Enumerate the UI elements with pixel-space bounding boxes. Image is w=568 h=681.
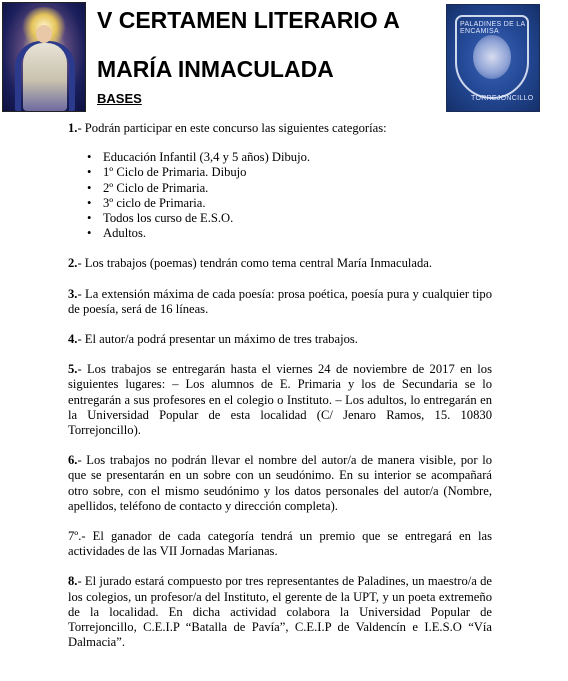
rule-6: 6.- Los trabajos no podrán llevar el nombre del autor/a de manera visible, por lo que se presentarán en un sobre con un seudónimo. En su interior se acompañará otro sobre, con el mismo seudónimo y los datos personales del autor/a (Nombre, apellidos, teléfono de contacto y dirección completa). — [68, 453, 492, 513]
virgin-mary-image — [2, 2, 86, 112]
category-item: • Educación Infantil (3,4 y 5 años) Dibujo. — [103, 150, 492, 165]
bases-heading: BASES — [97, 91, 142, 106]
category-item: • 2º Ciclo de Primaria. — [103, 181, 492, 196]
title-line-1: V CERTAMEN LITERARIO A — [97, 7, 400, 33]
rule-8: 8.- El jurado estará compuesto por tres representantes de Paladines, un maestro/a de los colegios, un profesor/a del Instituto, el gerente de la UPT, y un poeta extremeño de la localidad. En dicha actividad colabora la Universidad Popular de Torrejoncillo, C.E.I.P “Batalla de Pavía”, C.E.I.P de Valdencín e I.E.S.O “Vía Dalmacia”. — [68, 574, 492, 650]
category-item: • 1º Ciclo de Primaria. Dibujo — [103, 165, 492, 180]
rules-body — [68, 121, 492, 650]
rule-2: 2.- Los trabajos (poemas) tendrán como tema central María Inmaculada. — [68, 256, 433, 271]
rule-3: 3.- La extensión máxima de cada poesía: prosa poética, poesía pura y cualquier tipo de poesía, será de 16 líneas. — [68, 286, 492, 316]
logo-emblem — [473, 35, 511, 79]
title-line-2: MARÍA INMACULADA — [97, 56, 334, 82]
rule-4: 4.- El autor/a podrá presentar un máximo de tres trabajos. — [68, 332, 358, 347]
category-item: • Todos los curso de E.S.O. — [103, 211, 492, 226]
category-item: • 3º ciclo de Primaria. — [103, 196, 492, 211]
rule-1: 1.- Podrán participar en este concurso las siguientes categorías: — [68, 121, 387, 135]
face-shape — [36, 25, 52, 43]
logo-bottom-text: TORREJONCILLO — [471, 95, 534, 102]
rule-5: 5.- Los trabajos se entregarán hasta el viernes 24 de noviembre de 2017 en los siguientes lugares: – Los alumnos de E. Primaria y los de Secundaria se lo entregarán a sus profesores en el colegio o Instituto. – Los adultos, lo entregarán en la Universidad Popular de esta localidad (C/ Jenaro Ramos, 15. 10830 Torrejoncillo). — [68, 362, 492, 438]
category-item: • Adultos. — [103, 226, 492, 241]
logo-arc-text: PALADINES DE LA ENCAMISA — [460, 21, 526, 35]
robe-shape — [23, 43, 67, 111]
categories-list — [68, 150, 492, 241]
paladines-logo — [446, 4, 540, 112]
rule-7: 7º.- El ganador de cada categoría tendrá un premio que se entregará en las actividades de las VII Jornadas Marianas. — [68, 529, 492, 559]
